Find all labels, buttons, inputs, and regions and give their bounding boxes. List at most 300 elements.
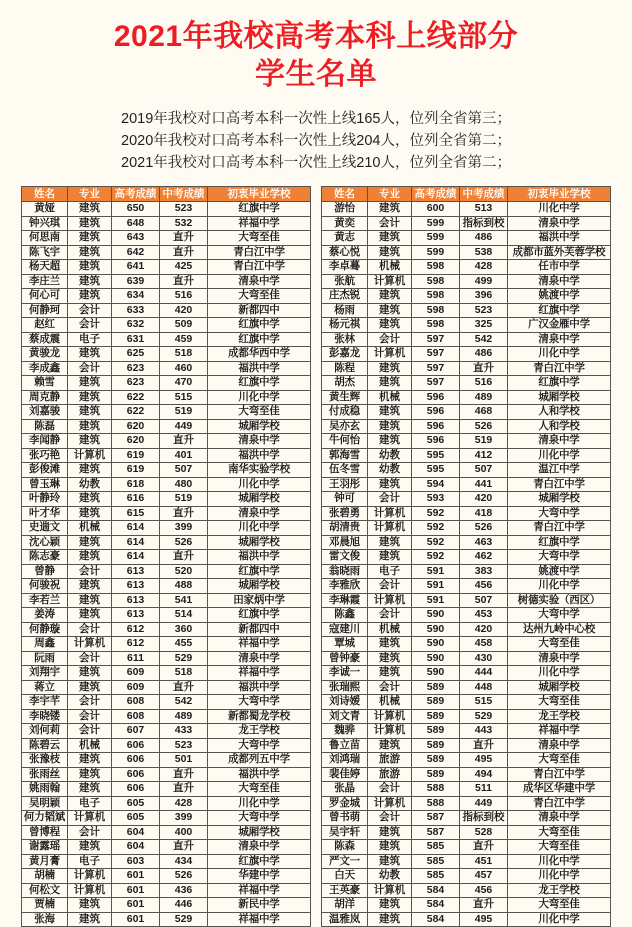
zhongkao-score: 455 xyxy=(160,637,208,652)
student-major: 建筑 xyxy=(68,405,112,420)
middle-school: 祥福中学 xyxy=(208,883,311,898)
student-name: 钟兴琪 xyxy=(22,216,68,231)
student-major: 建筑 xyxy=(368,477,412,492)
middle-school: 华建中学 xyxy=(208,869,311,884)
student-name: 王羽彤 xyxy=(322,477,368,492)
zhongkao-score: 399 xyxy=(160,521,208,536)
table-row xyxy=(322,231,611,246)
student-major: 建筑 xyxy=(68,535,112,550)
student-name: 曾玉琳 xyxy=(22,477,68,492)
gaokao-score: 597 xyxy=(412,361,460,376)
table-row xyxy=(22,521,311,536)
gaokao-score: 606 xyxy=(112,738,160,753)
middle-school: 大弯至佳 xyxy=(508,825,611,840)
student-name: 覃城 xyxy=(322,637,368,652)
gaokao-score: 592 xyxy=(412,550,460,565)
middle-school: 大弯至佳 xyxy=(508,695,611,710)
table-row xyxy=(322,521,611,536)
gaokao-score: 592 xyxy=(412,535,460,550)
middle-school: 川化中学 xyxy=(208,390,311,405)
zhongkao-score: 直升 xyxy=(460,738,508,753)
student-name: 温雅岚 xyxy=(322,912,368,927)
summary-block xyxy=(0,108,632,174)
student-name: 彭嘉龙 xyxy=(322,347,368,362)
student-major: 计算机 xyxy=(68,869,112,884)
gaokao-score: 634 xyxy=(112,289,160,304)
middle-school: 青白江中学 xyxy=(208,245,311,260)
student-name: 李琳霞 xyxy=(322,593,368,608)
student-major: 会计 xyxy=(68,651,112,666)
student-major: 机械 xyxy=(368,260,412,275)
table-row xyxy=(322,405,611,420)
table-row xyxy=(322,912,611,927)
zhongkao-score: 523 xyxy=(460,303,508,318)
zhongkao-score: 444 xyxy=(460,666,508,681)
zhongkao-score: 400 xyxy=(160,825,208,840)
gaokao-score: 650 xyxy=(112,202,160,217)
student-name: 赖雪 xyxy=(22,376,68,391)
student-name: 刘嘉骏 xyxy=(22,405,68,420)
gaokao-score: 598 xyxy=(412,303,460,318)
student-major: 计算机 xyxy=(368,506,412,521)
student-name: 张林 xyxy=(322,332,368,347)
zhongkao-score: 541 xyxy=(160,593,208,608)
middle-school: 大弯至佳 xyxy=(508,637,611,652)
zhongkao-score: 412 xyxy=(460,448,508,463)
column-header-major: 专业 xyxy=(368,187,412,202)
table-row xyxy=(322,303,611,318)
zhongkao-score: 直升 xyxy=(160,680,208,695)
student-major: 建筑 xyxy=(368,854,412,869)
zhongkao-score: 526 xyxy=(160,535,208,550)
middle-school: 广汉金雁中学 xyxy=(508,318,611,333)
table-row xyxy=(22,753,311,768)
student-major: 会计 xyxy=(368,492,412,507)
gaokao-score: 648 xyxy=(112,216,160,231)
gaokao-score: 611 xyxy=(112,651,160,666)
student-major: 建筑 xyxy=(368,303,412,318)
table-row xyxy=(22,550,311,565)
gaokao-score: 590 xyxy=(412,637,460,652)
zhongkao-score: 446 xyxy=(160,898,208,913)
zhongkao-score: 420 xyxy=(460,492,508,507)
middle-school: 川化中学 xyxy=(508,912,611,927)
roster-table-right xyxy=(321,186,611,927)
zhongkao-score: 470 xyxy=(160,376,208,391)
student-major: 计算机 xyxy=(368,347,412,362)
zhongkao-score: 448 xyxy=(460,680,508,695)
student-name: 贾楠 xyxy=(22,898,68,913)
gaokao-score: 606 xyxy=(112,767,160,782)
student-name: 黄生辉 xyxy=(322,390,368,405)
student-major: 计算机 xyxy=(368,593,412,608)
middle-school: 红旗中学 xyxy=(208,376,311,391)
student-major: 旅游 xyxy=(368,753,412,768)
middle-school: 清泉中学 xyxy=(508,216,611,231)
gaokao-score: 589 xyxy=(412,680,460,695)
student-name: 黄娅 xyxy=(22,202,68,217)
student-name: 何心可 xyxy=(22,289,68,304)
student-major: 计算机 xyxy=(68,883,112,898)
zhongkao-score: 488 xyxy=(160,579,208,594)
student-major: 会计 xyxy=(368,782,412,797)
middle-school: 温江中学 xyxy=(508,463,611,478)
column-header-major: 专业 xyxy=(68,187,112,202)
middle-school: 成都华西中学 xyxy=(208,347,311,362)
zhongkao-score: 436 xyxy=(160,883,208,898)
table-row xyxy=(322,825,611,840)
zhongkao-score: 468 xyxy=(460,405,508,420)
gaokao-score: 589 xyxy=(412,767,460,782)
zhongkao-score: 直升 xyxy=(460,361,508,376)
zhongkao-score: 480 xyxy=(160,477,208,492)
zhongkao-score: 499 xyxy=(460,274,508,289)
table-row xyxy=(322,448,611,463)
student-name: 曾静 xyxy=(22,564,68,579)
middle-school: 川化中学 xyxy=(508,202,611,217)
table-row xyxy=(22,506,311,521)
table-row xyxy=(22,463,311,478)
zhongkao-score: 418 xyxy=(460,506,508,521)
gaokao-score: 596 xyxy=(412,405,460,420)
student-major: 幼教 xyxy=(368,463,412,478)
table-row xyxy=(322,376,611,391)
zhongkao-score: 489 xyxy=(160,709,208,724)
zhongkao-score: 494 xyxy=(460,767,508,782)
middle-school: 祥福中学 xyxy=(208,216,311,231)
table-row xyxy=(22,782,311,797)
student-major: 建筑 xyxy=(68,767,112,782)
zhongkao-score: 515 xyxy=(160,390,208,405)
gaokao-score: 598 xyxy=(412,318,460,333)
student-name: 刘何莉 xyxy=(22,724,68,739)
zhongkao-score: 518 xyxy=(160,347,208,362)
gaokao-score: 589 xyxy=(412,753,460,768)
table-row xyxy=(22,637,311,652)
middle-school: 川化中学 xyxy=(208,521,311,536)
zhongkao-score: 486 xyxy=(460,347,508,362)
table-row xyxy=(322,202,611,217)
zhongkao-score: 518 xyxy=(160,666,208,681)
middle-school: 川化中学 xyxy=(508,854,611,869)
middle-school: 祥福中学 xyxy=(208,912,311,927)
table-row xyxy=(22,724,311,739)
gaokao-score: 601 xyxy=(112,912,160,927)
student-major: 会计 xyxy=(68,695,112,710)
column-header-name: 姓名 xyxy=(322,187,368,202)
student-major: 会计 xyxy=(68,622,112,637)
student-name: 钟可 xyxy=(322,492,368,507)
student-major: 建筑 xyxy=(68,245,112,260)
middle-school: 川化中学 xyxy=(208,477,311,492)
table-row xyxy=(22,216,311,231)
student-major: 建筑 xyxy=(368,419,412,434)
student-name: 胡杰 xyxy=(322,376,368,391)
student-major: 建筑 xyxy=(68,492,112,507)
gaokao-score: 596 xyxy=(412,390,460,405)
middle-school: 清泉中学 xyxy=(208,434,311,449)
student-name: 何思南 xyxy=(22,231,68,246)
student-name: 刘鸿瑞 xyxy=(322,753,368,768)
zhongkao-score: 519 xyxy=(160,405,208,420)
zhongkao-score: 495 xyxy=(460,912,508,927)
table-row xyxy=(22,912,311,927)
gaokao-score: 597 xyxy=(412,376,460,391)
middle-school: 新民中学 xyxy=(208,898,311,913)
zhongkao-score: 指标到校 xyxy=(460,811,508,826)
gaokao-score: 585 xyxy=(412,869,460,884)
student-name: 吴明颖 xyxy=(22,796,68,811)
student-name: 蔡心悦 xyxy=(322,245,368,260)
student-name: 阮雨 xyxy=(22,651,68,666)
student-major: 建筑 xyxy=(68,216,112,231)
student-name: 张晶 xyxy=(322,782,368,797)
student-major: 建筑 xyxy=(368,912,412,927)
middle-school: 青白江中学 xyxy=(508,361,611,376)
zhongkao-score: 520 xyxy=(160,564,208,579)
gaokao-score: 585 xyxy=(412,840,460,855)
gaokao-score: 641 xyxy=(112,260,160,275)
table-row xyxy=(22,579,311,594)
table-row xyxy=(322,724,611,739)
gaokao-score: 619 xyxy=(112,448,160,463)
student-name: 张巧艳 xyxy=(22,448,68,463)
gaokao-score: 607 xyxy=(112,724,160,739)
middle-school: 清泉中学 xyxy=(508,332,611,347)
table-row xyxy=(22,260,311,275)
gaokao-score: 595 xyxy=(412,463,460,478)
zhongkao-score: 456 xyxy=(460,883,508,898)
student-name: 庄杰锐 xyxy=(322,289,368,304)
table-row xyxy=(22,434,311,449)
student-major: 会计 xyxy=(368,811,412,826)
student-major: 建筑 xyxy=(68,506,112,521)
student-major: 建筑 xyxy=(368,405,412,420)
table-row xyxy=(322,419,611,434)
column-header-middle-school: 初衷毕业学校 xyxy=(208,187,311,202)
table-row xyxy=(22,593,311,608)
table-row xyxy=(322,579,611,594)
table-row xyxy=(22,883,311,898)
student-major: 计算机 xyxy=(68,448,112,463)
summary-line-2021: 2021年我校对口高考本科一次性上线210人，位列全省第二； xyxy=(121,155,511,171)
zhongkao-score: 514 xyxy=(160,608,208,623)
student-major: 建筑 xyxy=(368,361,412,376)
student-name: 陈志豪 xyxy=(22,550,68,565)
student-major: 建筑 xyxy=(68,579,112,594)
zhongkao-score: 451 xyxy=(460,854,508,869)
middle-school: 红旗中学 xyxy=(508,303,611,318)
middle-school: 大弯至佳 xyxy=(208,405,311,420)
zhongkao-score: 529 xyxy=(160,651,208,666)
middle-school: 大弯至佳 xyxy=(208,289,311,304)
student-major: 计算机 xyxy=(368,709,412,724)
student-name: 陈碧云 xyxy=(22,738,68,753)
student-name: 彭俊滩 xyxy=(22,463,68,478)
student-major: 建筑 xyxy=(368,666,412,681)
middle-school: 城厢学校 xyxy=(208,492,311,507)
student-major: 建筑 xyxy=(68,419,112,434)
column-header-gaokao-score: 高考成绩 xyxy=(412,187,460,202)
student-major: 建筑 xyxy=(68,680,112,695)
gaokao-score: 608 xyxy=(112,695,160,710)
zhongkao-score: 420 xyxy=(460,622,508,637)
student-major: 会计 xyxy=(368,608,412,623)
gaokao-score: 588 xyxy=(412,796,460,811)
student-major: 计算机 xyxy=(368,724,412,739)
middle-school: 大弯中学 xyxy=(508,506,611,521)
table-row xyxy=(322,434,611,449)
student-name: 刘诗嫒 xyxy=(322,695,368,710)
zhongkao-score: 501 xyxy=(160,753,208,768)
student-major: 建筑 xyxy=(368,202,412,217)
zhongkao-score: 直升 xyxy=(160,767,208,782)
middle-school: 青白江中学 xyxy=(508,767,611,782)
student-major: 建筑 xyxy=(368,550,412,565)
table-row xyxy=(322,695,611,710)
column-header-zhongkao-score: 中考成绩 xyxy=(160,187,208,202)
middle-school: 田家炳中学 xyxy=(208,593,311,608)
zhongkao-score: 直升 xyxy=(160,231,208,246)
table-row xyxy=(22,332,311,347)
student-name: 陈飞宇 xyxy=(22,245,68,260)
student-name: 张瑞熙 xyxy=(322,680,368,695)
column-header-gaokao-score: 高考成绩 xyxy=(112,187,160,202)
student-major: 建筑 xyxy=(68,753,112,768)
student-major: 机械 xyxy=(368,622,412,637)
gaokao-score: 623 xyxy=(112,376,160,391)
gaokao-score: 590 xyxy=(412,666,460,681)
table-row xyxy=(322,463,611,478)
middle-school: 清泉中学 xyxy=(208,274,311,289)
gaokao-score: 606 xyxy=(112,753,160,768)
student-name: 胡清贵 xyxy=(322,521,368,536)
zhongkao-score: 428 xyxy=(160,796,208,811)
student-major: 幼教 xyxy=(368,448,412,463)
gaokao-score: 633 xyxy=(112,303,160,318)
student-major: 建筑 xyxy=(68,912,112,927)
middle-school: 川化中学 xyxy=(508,347,611,362)
student-name: 曾博程 xyxy=(22,825,68,840)
table-row xyxy=(22,347,311,362)
student-major: 建筑 xyxy=(68,289,112,304)
gaokao-score: 596 xyxy=(412,434,460,449)
student-name: 黄志 xyxy=(322,231,368,246)
student-major: 幼教 xyxy=(368,869,412,884)
table-row xyxy=(22,825,311,840)
middle-school: 福洪中学 xyxy=(208,448,311,463)
middle-school: 福洪中学 xyxy=(208,550,311,565)
table-row xyxy=(322,869,611,884)
student-major: 计算机 xyxy=(368,521,412,536)
table-row xyxy=(322,811,611,826)
student-major: 建筑 xyxy=(68,434,112,449)
student-major: 建筑 xyxy=(368,637,412,652)
student-name: 叶静玲 xyxy=(22,492,68,507)
table-row xyxy=(22,318,311,333)
gaokao-score: 590 xyxy=(412,651,460,666)
student-name: 李闻静 xyxy=(22,434,68,449)
table-row xyxy=(22,361,311,376)
zhongkao-score: 383 xyxy=(460,564,508,579)
student-name: 鲁立苗 xyxy=(322,738,368,753)
student-major: 建筑 xyxy=(68,390,112,405)
gaokao-score: 591 xyxy=(412,579,460,594)
middle-school: 城厢学校 xyxy=(508,492,611,507)
student-major: 会计 xyxy=(68,709,112,724)
zhongkao-score: 453 xyxy=(460,608,508,623)
middle-school: 祥福中学 xyxy=(208,666,311,681)
student-major: 会计 xyxy=(368,216,412,231)
zhongkao-score: 指标到校 xyxy=(460,216,508,231)
student-major: 建筑 xyxy=(368,840,412,855)
student-name: 郭海雪 xyxy=(322,448,368,463)
gaokao-score: 618 xyxy=(112,477,160,492)
student-major: 机械 xyxy=(68,521,112,536)
student-name: 陈鑫 xyxy=(322,608,368,623)
student-name: 吴宇轩 xyxy=(322,825,368,840)
middle-school: 福洪中学 xyxy=(508,231,611,246)
middle-school: 人和学校 xyxy=(508,419,611,434)
middle-school: 树德实验（西区） xyxy=(508,593,611,608)
middle-school: 大弯中学 xyxy=(208,738,311,753)
zhongkao-score: 直升 xyxy=(160,840,208,855)
student-major: 建筑 xyxy=(68,463,112,478)
middle-school: 青白江中学 xyxy=(508,477,611,492)
student-name: 罗金城 xyxy=(322,796,368,811)
table-row xyxy=(22,289,311,304)
student-name: 何松文 xyxy=(22,883,68,898)
student-major: 建筑 xyxy=(68,274,112,289)
table-row xyxy=(322,782,611,797)
gaokao-score: 642 xyxy=(112,245,160,260)
student-major: 建筑 xyxy=(368,898,412,913)
zhongkao-score: 401 xyxy=(160,448,208,463)
student-major: 机械 xyxy=(368,695,412,710)
zhongkao-score: 513 xyxy=(460,202,508,217)
gaokao-score: 592 xyxy=(412,506,460,521)
gaokao-score: 608 xyxy=(112,709,160,724)
middle-school: 福洪中学 xyxy=(208,767,311,782)
student-major: 计算机 xyxy=(68,637,112,652)
middle-school: 大弯至佳 xyxy=(508,840,611,855)
middle-school: 川化中学 xyxy=(508,869,611,884)
table-row xyxy=(22,245,311,260)
middle-school: 城厢学校 xyxy=(508,390,611,405)
student-name: 何力韬斌 xyxy=(22,811,68,826)
student-name: 李雅欣 xyxy=(322,579,368,594)
table-row xyxy=(22,608,311,623)
student-name: 叶才华 xyxy=(22,506,68,521)
gaokao-score: 612 xyxy=(112,622,160,637)
table-row xyxy=(322,318,611,333)
zhongkao-score: 542 xyxy=(460,332,508,347)
middle-school: 成华区华建中学 xyxy=(508,782,611,797)
gaokao-score: 589 xyxy=(412,724,460,739)
gaokao-score: 591 xyxy=(412,593,460,608)
gaokao-score: 600 xyxy=(412,202,460,217)
student-major: 会计 xyxy=(368,579,412,594)
zhongkao-score: 457 xyxy=(460,869,508,884)
table-row xyxy=(22,564,311,579)
student-major: 建筑 xyxy=(368,289,412,304)
zhongkao-score: 直升 xyxy=(460,898,508,913)
zhongkao-score: 511 xyxy=(460,782,508,797)
table-row xyxy=(22,651,311,666)
gaokao-score: 589 xyxy=(412,709,460,724)
gaokao-score: 598 xyxy=(412,260,460,275)
zhongkao-score: 532 xyxy=(160,216,208,231)
